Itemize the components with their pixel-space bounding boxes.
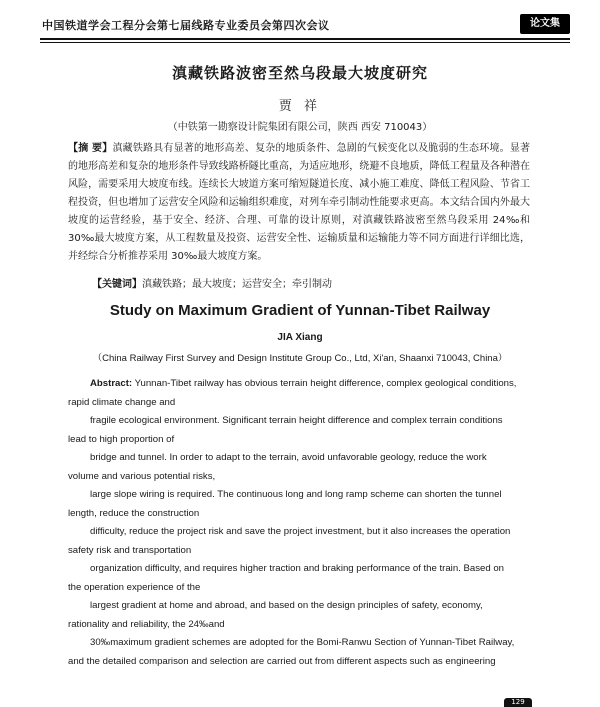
chinese-abstract-label: 【摘 要】	[68, 143, 113, 154]
header-rule-thin	[40, 42, 570, 43]
running-header-title: 中国铁道学会工程分会第七届线路专业委员会第四次会议	[42, 19, 330, 32]
english-title: Study on Maximum Gradient of Yunnan-Tibet Railway	[109, 302, 491, 319]
proceedings-tag: 论文集	[520, 14, 570, 34]
english-abstract-line: largest gradient at home and abroad, and based on the design principles of safety, economy,	[90, 600, 483, 611]
english-abstract-text: Yunnan-Tibet railway has obvious terrain height difference, complex geological conditions,	[132, 378, 517, 389]
english-abstract-line	[68, 375, 530, 394]
chinese-keywords	[92, 277, 532, 293]
running-header	[40, 14, 570, 36]
chinese-affiliation: （中铁第一勘察设计院集团有限公司，陕西 西安 710043）	[167, 122, 433, 133]
header-rule-thick	[40, 38, 570, 40]
english-affiliation: （China Railway First Survey and Design Institute Group Co., Ltd, Xi'an, Shaanxi 710043, China）	[92, 353, 508, 364]
english-abstract-line: 30‰maximum gradient schemes are adopted for the Bomi-Ranwu Section of Yunnan-Tibet Railway,	[90, 637, 515, 648]
english-author: JIA Xiang	[277, 332, 323, 343]
english-abstract-line: fragile ecological environment. Significant terrain height difference and complex terrain conditions	[90, 415, 503, 426]
english-abstract-line: rationality and reliability, the 24‰and	[68, 618, 225, 630]
chinese-abstract	[68, 140, 530, 266]
english-abstract-line: organization difficulty, and requires higher traction and braking performance of the train. Based on	[90, 563, 505, 574]
english-abstract-line: safety risk and transportation	[68, 544, 192, 556]
english-abstract-line: large slope wiring is required. The continuous long and long ramp scheme can shorten the tunnel	[90, 489, 502, 500]
page-number: 129	[504, 698, 532, 707]
english-abstract	[68, 375, 530, 671]
english-abstract-label: Abstract:	[90, 378, 133, 389]
chinese-author: 贾 祥	[278, 99, 322, 114]
english-abstract-line: the operation experience of the	[68, 581, 201, 593]
english-abstract-line: bridge and tunnel. In order to adapt to the terrain, avoid unfavorable geology, reduce the work	[90, 452, 487, 463]
chinese-keywords-label: 【关键词】	[92, 279, 142, 290]
english-abstract-line: volume and various potential risks,	[68, 470, 216, 482]
english-abstract-line: and the detailed comparison and selection are carried out from different aspects such as engineering	[68, 655, 496, 667]
chinese-keywords-text: 滇藏铁路；最大坡度；运营安全；牵引制动	[142, 279, 332, 290]
english-abstract-line: lead to high proportion of	[68, 433, 175, 445]
english-abstract-line: rapid climate change and	[68, 396, 176, 408]
chinese-abstract-text: 滇藏铁路具有显著的地形高差、复杂的地质条件、急剧的气候变化以及脆弱的生态环境。显著的地形高差和复杂的地形条件导致线路桥隧比重高，为适应地形，绕避不良地质，降低工程量及各种潜在风险，需要采用大坡度布线。连续长大坡道方案可缩短隧道长度、减小施工难度、降低工程风险、节省工程投资，但也增加了运营安全风险和运输组织难度，对列车牵引制动性能要求更高。本文结合国内外最大坡度的运营经验，基于安全、经济、合理、可靠的设计原则，对滇藏铁路波密至然乌段采用 24‰和 30‰最大坡度方案，从工程数量及投资、运营安全性、运输质量和运输能力等不同方面进行详细比选，并经综合分析推荐采用 30‰最大坡度方案。	[68, 143, 531, 262]
english-abstract-line: length, reduce the construction	[68, 507, 200, 519]
chinese-title: 滇藏铁路波密至然乌段最大坡度研究	[171, 64, 428, 82]
english-abstract-line: difficulty, reduce the project risk and save the project investment, but it also increases the operation	[90, 526, 511, 537]
